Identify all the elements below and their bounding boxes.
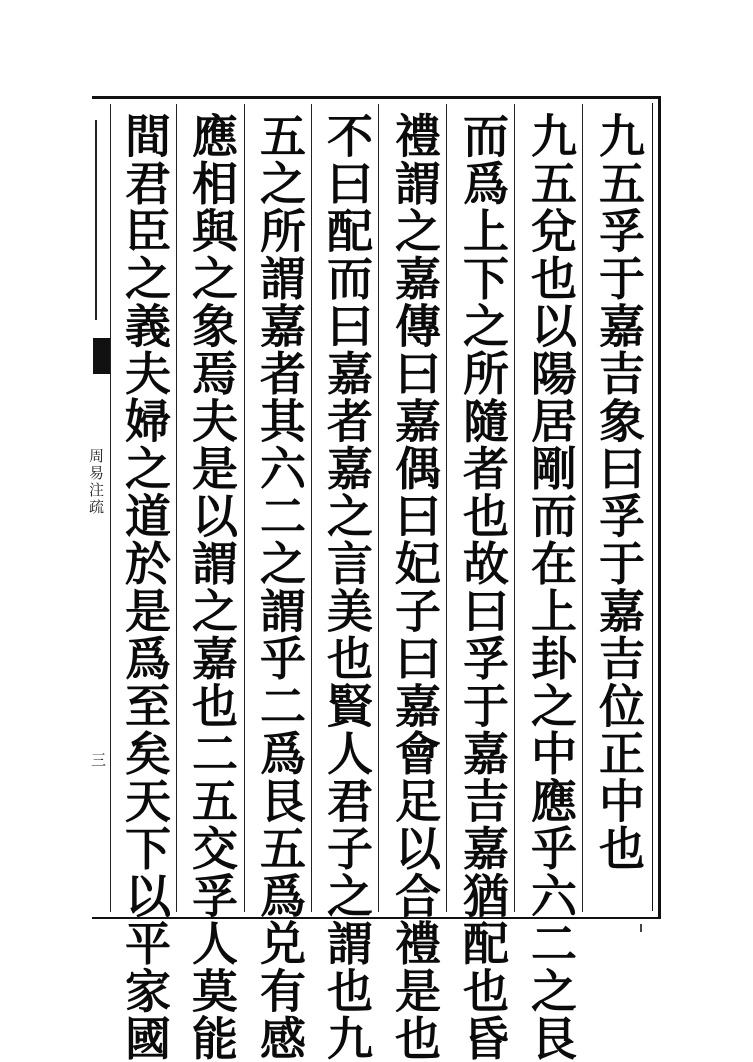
- fish-tail-ornament: [95, 120, 111, 320]
- text-column-5: 不曰配而曰嘉者嘉之言美也賢人君子之謂也九: [320, 112, 374, 1062]
- text-column-1: 九五孚于嘉吉象曰孚于嘉吉位正中也: [592, 112, 646, 872]
- text-column-3: 而爲上下之所隨者也故曰孚于嘉吉嘉猶配也昏: [456, 112, 510, 1062]
- text-column-4: 禮謂之嘉傳曰嘉偶曰妃子曰嘉會足以合禮是也: [388, 112, 442, 1062]
- text-column-2: 九五兌也以陽居剛而在上卦之中應乎六二之艮: [524, 112, 578, 1062]
- column-rule: [514, 104, 515, 912]
- margin-book-title: 周易注疏: [87, 448, 105, 516]
- column-rule: [244, 104, 245, 912]
- column-rule: [110, 104, 111, 912]
- column-rule: [378, 104, 379, 912]
- column-rule: [311, 104, 312, 912]
- column-rule: [446, 104, 447, 912]
- text-column-8: 間君臣之義夫婦之道於是爲至矣天下以平家國: [118, 112, 172, 1062]
- margin-page-number: 三: [89, 752, 107, 767]
- column-rule: [176, 104, 177, 912]
- fish-block-ornament: [93, 338, 111, 374]
- column-rule: [582, 104, 583, 912]
- text-column-7: 應相與之象焉夫是以謂之嘉也二五交孚人莫能: [185, 112, 239, 1062]
- bottom-mark: [640, 924, 642, 932]
- text-column-6: 五之所謂嘉者其六二之謂乎二爲艮五爲兑有感: [253, 112, 307, 1062]
